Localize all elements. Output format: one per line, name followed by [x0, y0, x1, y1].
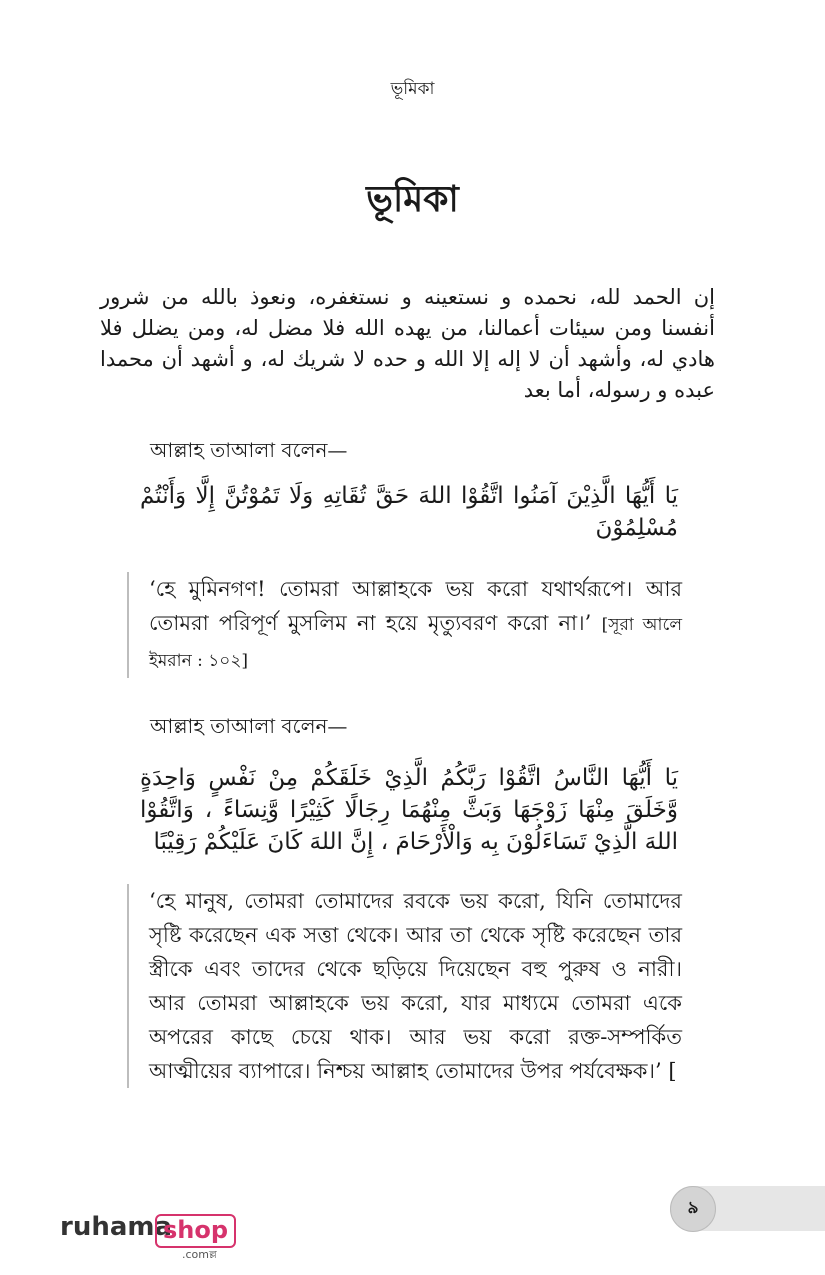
translation-text-2: ‘হে মানুষ, তোমরা তোমাদের রবকে ভয় করো, যিনি তোমাদের সৃষ্টি করেছেন এক সত্তা থেকে। আর তা থেকে সৃষ্টি করেছেন তার স্ত্রীকে এবং তাদের থেকে ছড়িয়ে দিয়েছেন বহু পুরুষ ও নারী। আর তোমরা আল্লাহকে ভয় করো, যার মাধ্যমে তোমরা একে অপরের কাছে চেয়ে থাক। আর ভয় করো রক্ত-সম্পর্কিত আত্মীয়ের ব্যাপারে। নিশ্চয় আল্লাহ তোমাদের উপর পর্যবেক্ষক।’ [ — [149, 889, 682, 1083]
page-number: ৯ — [670, 1186, 716, 1232]
verse-intro-2: আল্লাহ তাআলা বলেন— — [150, 714, 348, 738]
arabic-verse-2: يَا أَيُّهَا النَّاسُ اتَّقُوْا رَبَّكُمُ الَّذِيْ خَلَقَكُمْ مِنْ نَفْسٍ وَاحِدَةٍ وَّخَلَقَ مِنْهَا زَوْجَهَا وَبَثَّ مِنْهُمَا رِجَالًا كَثِيْرًا وَّنِسَاءً ، وَاتَّقُوْا اللهَ الَّذِيْ تَسَاءَلُوْنَ بِه وَالْأَرْحَامَ ، إِنَّ اللهَ كَانَ عَلَيْكُمْ رَقِيْبًا — [140, 765, 678, 855]
logo-shop-box: shop — [155, 1214, 236, 1248]
logo-domain: .comল্ল — [182, 1248, 217, 1261]
logo-wordmark: ruhama — [60, 1212, 173, 1242]
running-head: ভূমিকা — [390, 79, 435, 99]
translation-text-1: ‘হে মুমিনগণ! তোমরা আল্লাহকে ভয় করো যথার্থরূপে। আর তোমরা পরিপূর্ণ মুসলিম না হয়ে মৃত্যুবরণ করো না।’ — [149, 577, 682, 635]
translation-block-1 — [127, 572, 682, 678]
verse-intro-1: আল্লাহ তাআলা বলেন— — [150, 438, 348, 462]
arabic-verse-1: يَا أَيُّهَا الَّذِيْنَ آمَنُوا اتَّقُوْا اللهَ حَقَّ تُقَاتِهِ وَلَا تَمُوْتُنَّ إِلَّا وَأَنْتُمْ مُسْلِمُوْنَ — [140, 483, 678, 541]
translation-block-2 — [127, 884, 682, 1088]
verse-reference-1: [সূরা আলে ইমরান : ১০২] — [149, 615, 682, 671]
arabic-opening-paragraph: إن الحمد لله، نحمده و نستعينه و نستغفره، ونعوذ بالله من شرور أنفسنا ومن سيئات أعمالنا، من يهده الله فلا مضل له، ومن يضلل فلا هادي له، وأشهد أن لا إله إلا الله و حده لا شريك له، و أشهد أن محمدا عبده و رسوله، أما بعد — [100, 285, 715, 402]
page-title: ভূমিকা — [366, 179, 459, 220]
